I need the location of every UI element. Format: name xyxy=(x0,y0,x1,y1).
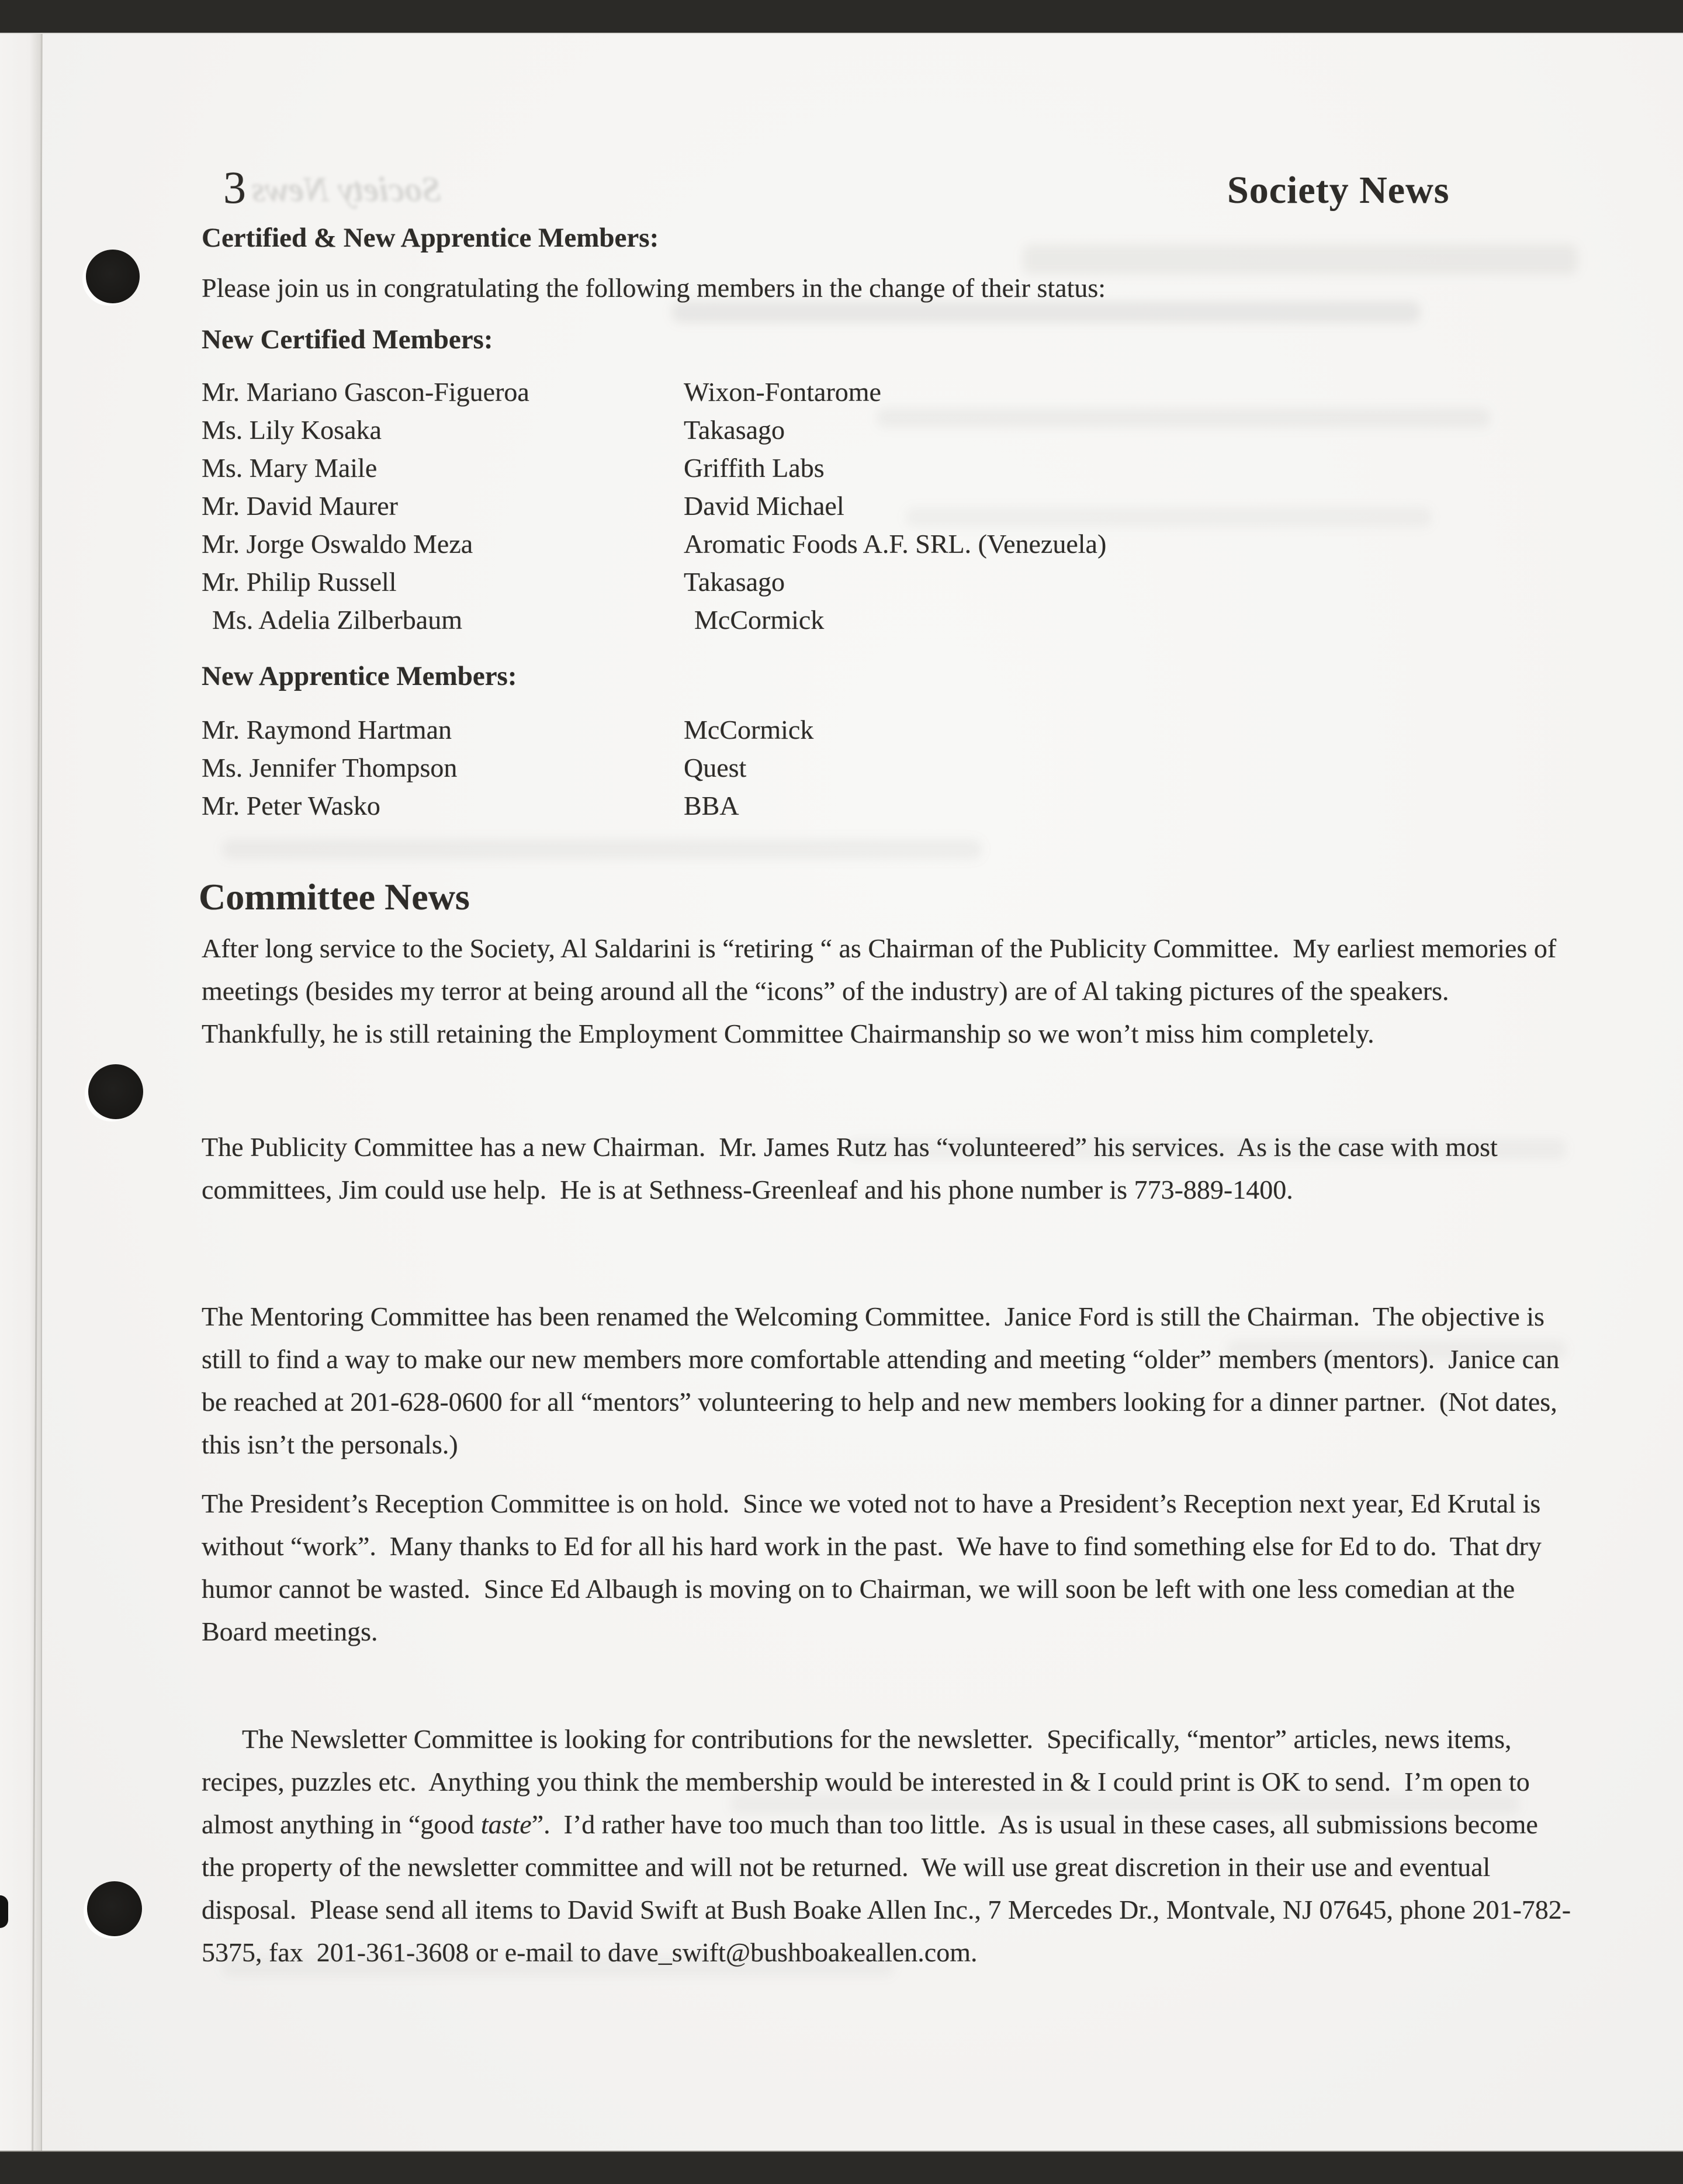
member-name: Ms. Jennifer Thompson xyxy=(202,753,458,783)
member-name: Mr. Mariano Gascon-Figueroa xyxy=(202,377,529,407)
member-company: BBA xyxy=(684,791,739,821)
certified-members-table xyxy=(202,373,1106,639)
committee-news-heading: Committee News xyxy=(199,876,470,918)
member-company: Aromatic Foods A.F. SRL. (Venezuela) xyxy=(684,529,1107,559)
member-name: Mr. Peter Wasko xyxy=(202,791,380,821)
member-company: Quest xyxy=(684,753,747,783)
new-certified-heading: New Certified Members: xyxy=(202,324,493,355)
punch-hole-bottom xyxy=(87,1881,142,1936)
punch-hole-top xyxy=(86,250,140,303)
committee-paragraph-presidents-reception: The President’s Reception Committee is on hold. Since we voted not to have a President’s Reception next year, Ed Krutal is without “work”. Many thanks to Ed for all his hard work in the past. We have to find something else for Ed to do. That dry humor cannot be wasted. Since Ed Albaugh is moving on to Chairman, we will soon be left with one less comedian at the Board meetings. xyxy=(202,1489,1549,1646)
table-row xyxy=(202,563,1106,601)
newsletter-paragraph-text: The Newsletter Committee is looking for contributions for the newsletter. Specifically, “mentor” articles, news items, recipes, puzzles etc. Anything you think the membership would be interested in & I could print is OK to send. I’m open to almost anything in “good xyxy=(202,1724,1537,1839)
table-row xyxy=(202,525,1106,563)
member-name: Mr. David Maurer xyxy=(202,491,398,521)
table-row xyxy=(202,787,813,825)
bleedthrough-smudge xyxy=(672,302,1420,323)
bleedthrough-smudge xyxy=(1023,244,1578,275)
table-row xyxy=(202,749,813,787)
new-apprentice-heading: New Apprentice Members: xyxy=(202,661,517,691)
table-row xyxy=(202,601,1106,639)
paper-sheet xyxy=(0,34,1683,2151)
member-name: Mr. Philip Russell xyxy=(202,567,397,597)
committee-paragraph-publicity-retiring: After long service to the Society, Al Saldarini is “retiring “ as Chairman of the Publicity Committee. My earliest memories of meetings (besides my terror at being around all the “icons” of the industry) are of Al taking pictures of the speakers. Thankfully, he is still retaining the Employment Committee Chairmanship so we won’t miss him completely. xyxy=(202,933,1563,1048)
page-number: 3 xyxy=(223,162,246,213)
member-company: David Michael xyxy=(684,491,844,521)
member-company: Wixon-Fontarome xyxy=(684,377,881,407)
scanner-bed-top xyxy=(0,0,1683,34)
committee-paragraph-newsletter xyxy=(202,1675,1572,2016)
member-name: Mr. Raymond Hartman xyxy=(202,715,452,745)
member-company: McCormick xyxy=(694,605,825,635)
table-row xyxy=(202,487,1106,525)
table-row xyxy=(202,411,1106,449)
committee-paragraph-publicity-new-chairman: The Publicity Committee has a new Chairman. Mr. James Rutz has “volunteered” his services. As is the case with most committees, Jim could use help. He is at Sethness-Greenleaf and his phone number is 773-889-1400. xyxy=(202,1132,1505,1205)
punch-hole-edge-sliver xyxy=(0,1895,8,1928)
member-name: Ms. Lily Kosaka xyxy=(202,415,382,445)
newsletter-paragraph-italic-word: taste xyxy=(480,1809,532,1839)
table-row xyxy=(202,711,813,749)
member-name: Ms. Mary Maile xyxy=(202,453,378,483)
member-company: Griffith Labs xyxy=(684,453,825,483)
membership-heading: Certified & New Apprentice Members: xyxy=(202,223,659,253)
bleedthrough-ghost-title: Society News xyxy=(251,170,441,209)
member-name: Mr. Jorge Oswaldo Meza xyxy=(202,529,473,559)
scanner-bed-bottom xyxy=(0,2150,1683,2184)
member-company: Takasago xyxy=(684,415,785,445)
table-row xyxy=(202,373,1106,411)
page-title: Society News xyxy=(1227,169,1450,212)
member-company: Takasago xyxy=(684,567,785,597)
newsletter-paragraph-text: ”. I’d rather have too much than too little. As is usual in these cases, all submissions become the property of the newsletter committee and will not be returned. We will use great discretion in their use and eventual disposal. Please send all items to David Swift at Bush Boake Allen Inc., 7 Mercedes Dr., Montvale, NJ 07645, phone 201-782-5375, fax 201-361-3608 or e-mail to dave_swift@bushboakeallen.com. xyxy=(202,1809,1571,1967)
member-name: Ms. Adelia Zilberbaum xyxy=(212,605,462,635)
membership-intro: Please join us in congratulating the following members in the change of their status: xyxy=(202,273,1106,303)
punch-hole-middle xyxy=(88,1064,143,1119)
table-row xyxy=(202,449,1106,487)
bleedthrough-smudge xyxy=(222,839,982,859)
apprentice-members-table xyxy=(202,711,813,825)
member-company: McCormick xyxy=(684,715,814,745)
committee-paragraph-welcoming: The Mentoring Committee has been renamed the Welcoming Committee. Janice Ford is still the Chairman. The objective is still to find a way to make our new members more comfortable attending and meeting “older” members (mentors). Janice can be reached at 201-628-0600 for all “mentors” volunteering to help and new members looking for a dinner partner. (Not dates, this isn’t the personals.) xyxy=(202,1302,1566,1459)
